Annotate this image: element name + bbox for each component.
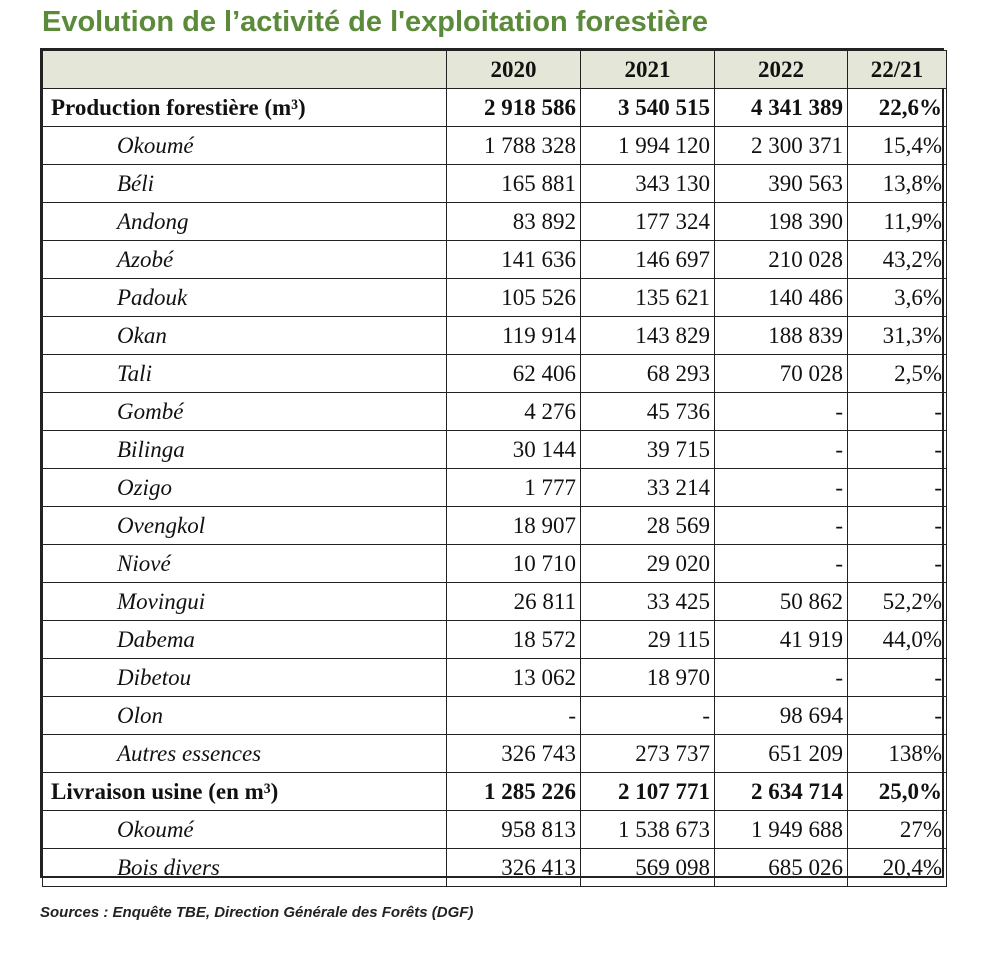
row-value: 45 736 [581, 393, 715, 431]
row-value: 1 538 673 [581, 811, 715, 849]
row-value: 2 918 586 [447, 89, 581, 127]
row-value: 29 115 [581, 621, 715, 659]
row-value: 326 413 [447, 849, 581, 887]
row-value: 44,0% [848, 621, 947, 659]
table-row [43, 241, 947, 279]
row-value: 141 636 [447, 241, 581, 279]
row-label: Olon [43, 697, 447, 735]
row-value: 33 425 [581, 583, 715, 621]
row-value: 1 285 226 [447, 773, 581, 811]
row-value: 685 026 [715, 849, 848, 887]
row-value: 140 486 [715, 279, 848, 317]
row-value: 70 028 [715, 355, 848, 393]
row-value: - [848, 507, 947, 545]
row-value: 146 697 [581, 241, 715, 279]
table-row [43, 317, 947, 355]
row-value: - [715, 431, 848, 469]
table-header-row [43, 51, 947, 89]
row-value: 18 970 [581, 659, 715, 697]
table-row [43, 355, 947, 393]
row-value: 10 710 [447, 545, 581, 583]
table-row [43, 659, 947, 697]
row-value: 2 300 371 [715, 127, 848, 165]
row-label: Andong [43, 203, 447, 241]
row-value: 2 634 714 [715, 773, 848, 811]
row-value: 27% [848, 811, 947, 849]
row-value: 43,2% [848, 241, 947, 279]
header-cell-empty [43, 51, 447, 89]
row-label: Autres essences [43, 735, 447, 773]
row-value: 326 743 [447, 735, 581, 773]
row-value: 651 209 [715, 735, 848, 773]
table-body [43, 89, 947, 887]
row-value: 198 390 [715, 203, 848, 241]
row-label: Livraison usine (en m³) [43, 773, 447, 811]
row-value: - [848, 469, 947, 507]
table-row-total [43, 773, 947, 811]
row-value: 143 829 [581, 317, 715, 355]
row-label: Production forestière (m³) [43, 89, 447, 127]
row-value: 15,4% [848, 127, 947, 165]
header-cell-2020: 2020 [447, 51, 581, 89]
data-table-container [40, 48, 944, 878]
row-value: 28 569 [581, 507, 715, 545]
row-value: 26 811 [447, 583, 581, 621]
row-value: 343 130 [581, 165, 715, 203]
row-value: 29 020 [581, 545, 715, 583]
table-row [43, 127, 947, 165]
row-value: 119 914 [447, 317, 581, 355]
row-value: 165 881 [447, 165, 581, 203]
row-value: 2,5% [848, 355, 947, 393]
row-value: 3 540 515 [581, 89, 715, 127]
table-row [43, 849, 947, 887]
row-value: 188 839 [715, 317, 848, 355]
row-label: Okoumé [43, 811, 447, 849]
row-value: 18 572 [447, 621, 581, 659]
row-value: 273 737 [581, 735, 715, 773]
row-value: 41 919 [715, 621, 848, 659]
row-value: 210 028 [715, 241, 848, 279]
row-label: Dabema [43, 621, 447, 659]
table-row [43, 507, 947, 545]
row-value: 31,3% [848, 317, 947, 355]
row-value: 105 526 [447, 279, 581, 317]
source-note: Sources : Enquête TBE, Direction Générale des Forêts (DGF) [40, 904, 474, 921]
table-row [43, 811, 947, 849]
table-row [43, 165, 947, 203]
header-cell-change: 22/21 [848, 51, 947, 89]
row-value: - [581, 697, 715, 735]
header-cell-2021: 2021 [581, 51, 715, 89]
row-value: - [715, 507, 848, 545]
row-value: 39 715 [581, 431, 715, 469]
row-label: Bilinga [43, 431, 447, 469]
row-label: Dibetou [43, 659, 447, 697]
row-value: 20,4% [848, 849, 947, 887]
row-value: 138% [848, 735, 947, 773]
row-label: Padouk [43, 279, 447, 317]
row-value: 30 144 [447, 431, 581, 469]
table-row [43, 697, 947, 735]
row-value: 135 621 [581, 279, 715, 317]
table-row [43, 393, 947, 431]
row-value: 83 892 [447, 203, 581, 241]
table-row [43, 469, 947, 507]
forestry-activity-table [42, 50, 947, 887]
row-value: 50 862 [715, 583, 848, 621]
row-value: 13,8% [848, 165, 947, 203]
row-value: 68 293 [581, 355, 715, 393]
table-row [43, 431, 947, 469]
row-value: 3,6% [848, 279, 947, 317]
row-value: 390 563 [715, 165, 848, 203]
table-row [43, 203, 947, 241]
table-row [43, 621, 947, 659]
row-value: - [848, 431, 947, 469]
row-value: - [715, 545, 848, 583]
row-value: - [715, 659, 848, 697]
header-cell-2022: 2022 [715, 51, 848, 89]
row-label: Azobé [43, 241, 447, 279]
row-value: 569 098 [581, 849, 715, 887]
row-value: 22,6% [848, 89, 947, 127]
row-label: Okan [43, 317, 447, 355]
row-label: Béli [43, 165, 447, 203]
row-value: 1 994 120 [581, 127, 715, 165]
row-label: Movingui [43, 583, 447, 621]
row-label: Gombé [43, 393, 447, 431]
row-value: 13 062 [447, 659, 581, 697]
row-value: 1 788 328 [447, 127, 581, 165]
row-value: - [715, 469, 848, 507]
row-value: 11,9% [848, 203, 947, 241]
table-row [43, 735, 947, 773]
table-row-total [43, 89, 947, 127]
row-value: 958 813 [447, 811, 581, 849]
page-title: Evolution de l’activité de l'exploitation forestière [42, 6, 708, 38]
row-value: 177 324 [581, 203, 715, 241]
table-row [43, 583, 947, 621]
row-value: - [848, 659, 947, 697]
row-value: 1 949 688 [715, 811, 848, 849]
row-value: - [715, 393, 848, 431]
row-value: 2 107 771 [581, 773, 715, 811]
row-label: Ovengkol [43, 507, 447, 545]
row-value: - [848, 697, 947, 735]
row-value: 1 777 [447, 469, 581, 507]
table-row [43, 545, 947, 583]
row-value: - [848, 545, 947, 583]
table-row [43, 279, 947, 317]
row-value: 4 276 [447, 393, 581, 431]
row-label: Okoumé [43, 127, 447, 165]
row-label: Bois divers [43, 849, 447, 887]
row-label: Tali [43, 355, 447, 393]
row-value: 18 907 [447, 507, 581, 545]
row-label: Niové [43, 545, 447, 583]
row-value: 98 694 [715, 697, 848, 735]
row-value: 62 406 [447, 355, 581, 393]
row-value: - [848, 393, 947, 431]
row-label: Ozigo [43, 469, 447, 507]
row-value: 25,0% [848, 773, 947, 811]
row-value: 33 214 [581, 469, 715, 507]
row-value: 4 341 389 [715, 89, 848, 127]
row-value: - [447, 697, 581, 735]
row-value: 52,2% [848, 583, 947, 621]
